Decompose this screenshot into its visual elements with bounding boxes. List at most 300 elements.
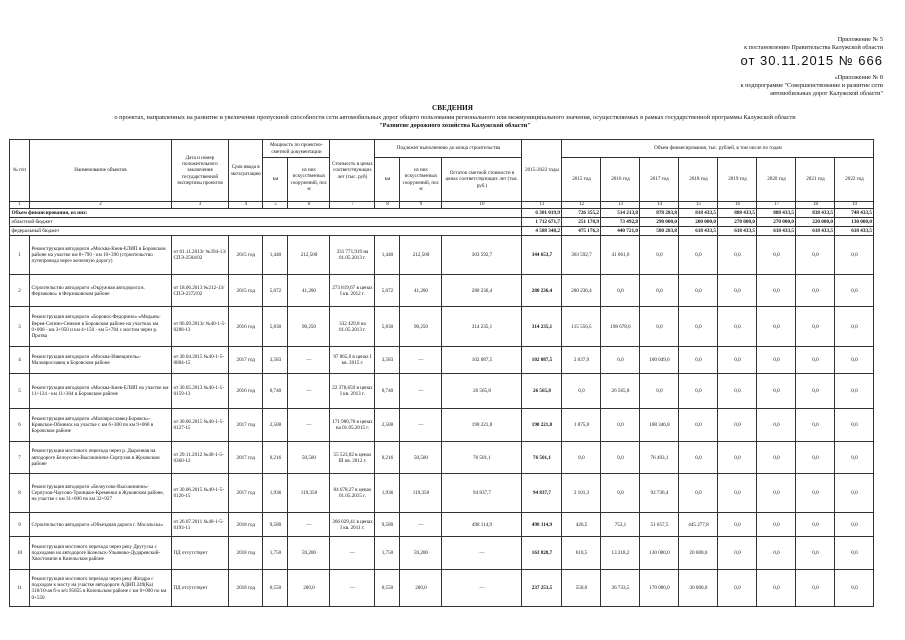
financing-year-value: 0,0 (757, 409, 796, 442)
financing-year-value: 0,0 (640, 374, 679, 409)
financing-year-value: 0,0 (796, 474, 835, 513)
power-km: 0,740 (263, 374, 288, 409)
financing-year-value: 550,0 (562, 570, 601, 607)
financing-total: 76 501,1 (522, 442, 562, 474)
commission-term: 2018 год (229, 537, 263, 570)
expertise-conclusion: ПД отсутствует (172, 537, 229, 570)
hdr-year-4: 2018 год (679, 158, 718, 202)
financing-year-value: 0,0 (679, 409, 718, 442)
doc-title: СВЕДЕНИЯ (432, 104, 473, 112)
appendix-line-3: «Приложение № 8 (834, 74, 883, 81)
row-number: 4 (10, 347, 30, 374)
financing-year-value: 0,0 (718, 374, 757, 409)
column-number: 14 (640, 202, 679, 209)
summary-total: 1 712 671,7 (522, 218, 562, 227)
financing-total: 163 828,7 (522, 537, 562, 570)
financing-year-value: 13 218,2 (601, 537, 640, 570)
expertise-conclusion: ПД отсутствует (172, 570, 229, 607)
financing-year-value: 753,1 (601, 513, 640, 537)
column-number: 9 (400, 202, 442, 209)
financing-year-value: 0,0 (757, 513, 796, 537)
column-number: 18 (796, 202, 835, 209)
remaining-structures: — (400, 409, 442, 442)
summary-year-value: 888 433,5 (757, 209, 796, 218)
financing-year-value: 0,0 (718, 275, 757, 307)
financing-year-value: 2 101,3 (562, 474, 601, 513)
summary-year-value: 220 000,0 (796, 218, 835, 227)
power-structures: — (288, 409, 330, 442)
summary-year-value: 618 433,5 (757, 227, 796, 236)
financing-year-value: 0,0 (757, 442, 796, 474)
power-km: 2,500 (263, 409, 288, 442)
financing-year-value: 0,0 (679, 275, 718, 307)
object-name: Реконструкция мостового перехода через реку Другуска с подходами на автодороге Козельск-Ульяново-Дударевский-Хвостовичи в Козельском районе (30, 537, 172, 570)
hdr-power-art: из них искусственных сооружений, пог. м (288, 158, 330, 202)
financing-year-value: 0,0 (757, 374, 796, 409)
financing-total: 344 653,7 (522, 236, 562, 275)
row-number: 10 (10, 537, 30, 570)
summary-year-value: 618 433,5 (835, 227, 874, 236)
hdr-expertise: Дата и номер положительного заключения государственной экспертизы проектов (172, 140, 229, 202)
power-km: 9,580 (263, 513, 288, 537)
remaining-km: 1,750 (375, 537, 400, 570)
row-number: 11 (10, 570, 30, 607)
commission-term: 2017 год (229, 409, 263, 442)
financing-year-value: 0,0 (835, 347, 874, 374)
remaining-cost: 26 565,8 (442, 374, 522, 409)
table-row (10, 409, 874, 442)
doc-subtitle-1: о проектах, направленных на развитие и увеличение пропускной способности сети автомобильных дорог общего пользования регионального или межмуниципального значения, осуществляемых в рамках государственной программы Калужской области (114, 114, 796, 121)
hdr-financing: Объем финансирования, тыс. рублей, в том числе по годам (562, 140, 874, 158)
remaining-km: 5,830 (375, 307, 400, 347)
financing-year-value: 0,0 (835, 442, 874, 474)
column-number: 8 (375, 202, 400, 209)
commission-term: 2017 год (229, 474, 263, 513)
power-km: 5,830 (263, 307, 288, 347)
summary-total: 6 301 019,9 (522, 209, 562, 218)
remaining-cost: 102 087,5 (442, 347, 522, 374)
summary-year-value: 838 433,5 (796, 209, 835, 218)
financing-year-value: 76 493,1 (640, 442, 679, 474)
hdr-power: Мощность по проектно-сметной документации (263, 140, 330, 158)
commission-term: 2017 год (229, 347, 263, 374)
power-km: 0,550 (263, 570, 288, 607)
power-structures: 119,350 (288, 474, 330, 513)
table-row (10, 474, 874, 513)
appendix-line-5: автомобильных дорог Калужской области" (770, 90, 883, 97)
remaining-structures: — (400, 513, 442, 537)
hdr-done: Подлежит выполнению до конца строительства (375, 140, 522, 158)
expertise-conclusion: от 30.06.2015 №40-1-5-0126-15 (172, 474, 229, 513)
column-number: 19 (835, 202, 874, 209)
table-row (10, 513, 874, 537)
financing-year-value: 2 037,9 (562, 347, 601, 374)
projects-table (9, 139, 874, 607)
power-structures: — (288, 513, 330, 537)
object-name: Реконструкция автодороги «Москва-Киев-ЕЛИП на участке км 11+124 - км 11+304 в Боровском районе (30, 374, 172, 409)
row-number: 8 (10, 474, 30, 513)
financing-year-value: 115 556,5 (562, 307, 601, 347)
summary-year-value: 130 000,0 (835, 218, 874, 227)
financing-year-value: 0,0 (640, 307, 679, 347)
hdr-total: 2015-2022 годы (522, 140, 562, 202)
financing-year-value: 0,0 (757, 275, 796, 307)
estimated-cost: 171 980,78 в ценах на 01.05.2015 г. (330, 409, 375, 442)
financing-year-value: 0,0 (718, 513, 757, 537)
remaining-structures: — (400, 374, 442, 409)
object-name: Реконструкция мостового перехода через р. Дырочная на автодороге Белоусово-Высокиничи-Серпухов в Жуковском районе (30, 442, 172, 474)
summary-year-value: 580 283,8 (640, 227, 679, 236)
summary-label: федеральный бюджет (10, 227, 522, 236)
column-number: 7 (330, 202, 375, 209)
remaining-km: 3,583 (375, 347, 400, 374)
remaining-km: 0,216 (375, 442, 400, 474)
table-row (10, 570, 874, 607)
financing-year-value: 0,0 (718, 537, 757, 570)
column-number: 1 (10, 202, 30, 209)
decree-date: от 30.11.2015 № 666 (740, 53, 883, 68)
remaining-km: 1,440 (375, 236, 400, 275)
hdr-term: Срок ввода в эксплуатацию (229, 140, 263, 202)
financing-year-value: 0,0 (757, 570, 796, 607)
hdr-power-km: км (263, 158, 288, 202)
financing-year-value: 0,0 (601, 442, 640, 474)
financing-year-value: 0,0 (679, 374, 718, 409)
financing-year-value: 0,0 (796, 537, 835, 570)
hdr-num: № п/п (10, 140, 30, 202)
estimated-cost: 331 771,919 на 01.05.2013 г. (330, 236, 375, 275)
financing-year-value: 0,0 (796, 374, 835, 409)
financing-year-value: 1 875,0 (562, 409, 601, 442)
commission-term: 2015 год (229, 236, 263, 275)
financing-year-value: 0,0 (796, 236, 835, 275)
remaining-km: 0,740 (375, 374, 400, 409)
estimated-cost: 84 678,27 в ценах 01.05.2015 г. (330, 474, 375, 513)
financing-year-value: 0,0 (718, 307, 757, 347)
remaining-km: 0,550 (375, 570, 400, 607)
financing-year-value: 0,0 (757, 474, 796, 513)
power-km: 5,072 (263, 275, 288, 307)
financing-year-value: 0,0 (718, 236, 757, 275)
column-number: 4 (229, 202, 263, 209)
financing-year-value: 36 733,5 (601, 570, 640, 607)
summary-label: областной бюджет (10, 218, 522, 227)
financing-year-value: 0,0 (562, 374, 601, 409)
column-number: 10 (442, 202, 522, 209)
financing-year-value: 188 346,8 (640, 409, 679, 442)
summary-year-value: 270 000,0 (757, 218, 796, 227)
estimated-cost: — (330, 537, 375, 570)
row-number: 5 (10, 374, 30, 409)
financing-year-value: 0,0 (757, 307, 796, 347)
hdr-year-5: 2019 год (718, 158, 757, 202)
financing-year-value: 0,0 (757, 347, 796, 374)
estimated-cost: 22 378,659 в ценах I кв. 2013 г. (330, 374, 375, 409)
financing-year-value: 426,5 (562, 513, 601, 537)
financing-year-value: 0,0 (835, 474, 874, 513)
remaining-structures: 200,0 (400, 570, 442, 607)
commission-term: 2018 год (229, 513, 263, 537)
hdr-year-1: 2015 год (562, 158, 601, 202)
estimated-cost: 97 865,0 в ценах I кв. 2015 г. (330, 347, 375, 374)
object-name: Реконструкция автодороги «Боровск-Федорино»-«Медынь-Верея-Сатино-Семкин в Боровском районе на участках км 0+000 - км 3+950 и км 4+150 - км 5+784 с мостом через р. Протва (30, 307, 172, 347)
expertise-conclusion: от 26.07.2011 №40-1-5-0193-11 (172, 513, 229, 537)
expertise-conclusion: от 06.09.2013г №40-1-5-0288-13 (172, 307, 229, 347)
financing-year-value: 8,0 (562, 442, 601, 474)
financing-year-value: 0,0 (601, 347, 640, 374)
object-name: Реконструкция мостового перехода через реку Жиздра с подходом к мосту на участке автодороги АДНП.249(Ка) 318/10-ая б-о в/ч 95855 в Козельском районе с км 0+000 по км 0+550 (30, 570, 172, 607)
financing-year-value: 0,0 (796, 347, 835, 374)
financing-year-value: 0,0 (796, 409, 835, 442)
summary-year-value: 618 433,5 (796, 227, 835, 236)
financing-year-value: 30 000,0 (679, 570, 718, 607)
table-row (10, 442, 874, 474)
remaining-cost: 94 837,7 (442, 474, 522, 513)
financing-year-value: 280 236,4 (562, 275, 601, 307)
summary-year-value: 73 492,8 (601, 218, 640, 227)
financing-total: 237 253,5 (522, 570, 562, 607)
power-structures: 41,200 (288, 275, 330, 307)
row-number: 7 (10, 442, 30, 474)
expertise-conclusion: от 30.04.2015 №40-1-5-0084-15 (172, 347, 229, 374)
commission-term: 2017 год (229, 442, 263, 474)
remaining-cost: 498 114,9 (442, 513, 522, 537)
power-structures: 212,500 (288, 236, 330, 275)
power-km: 1,440 (263, 236, 288, 275)
financing-year-value: 26 565,8 (601, 374, 640, 409)
column-number: 3 (172, 202, 229, 209)
remaining-km: 1,936 (375, 474, 400, 513)
summary-year-value: 298 000,0 (640, 218, 679, 227)
financing-year-value: 198 678,6 (601, 307, 640, 347)
financing-total: 498 114,9 (522, 513, 562, 537)
financing-year-value: 445 277,8 (679, 513, 718, 537)
summary-year-value: 748 433,5 (835, 209, 874, 218)
financing-year-value: 0,0 (757, 236, 796, 275)
expertise-conclusion: от 01.11.2013г №394-13/СПЭ-2504/02 (172, 236, 229, 275)
financing-total: 26 565,8 (522, 374, 562, 409)
remaining-cost: 280 236,4 (442, 275, 522, 307)
remaining-cost: 303 592,7 (442, 236, 522, 275)
financing-year-value: 0,0 (718, 442, 757, 474)
financing-year-value: 0,0 (601, 474, 640, 513)
remaining-structures: 119,350 (400, 474, 442, 513)
column-number: 11 (522, 202, 562, 209)
column-numbers-row (10, 202, 874, 209)
hdr-done-rest: Остаток сметной стоимости в ценах соответствующих лет (тыс. руб.) (442, 158, 522, 202)
financing-year-value: 0,0 (835, 537, 874, 570)
hdr-year-3: 2017 год (640, 158, 679, 202)
financing-year-value: 0,0 (718, 347, 757, 374)
commission-term: 2015 год (229, 275, 263, 307)
row-number: 2 (10, 275, 30, 307)
object-name: Строительство автодороги «Объездная дорога г. Мосальска» (30, 513, 172, 537)
financing-year-value: 0,0 (835, 236, 874, 275)
expertise-conclusion: от 29.11.2012 №40-1-5-0360-12 (172, 442, 229, 474)
column-number: 17 (757, 202, 796, 209)
power-km: 0,216 (263, 442, 288, 474)
remaining-structures: 41,200 (400, 275, 442, 307)
financing-year-value: 0,0 (835, 275, 874, 307)
remaining-cost: 314 235,1 (442, 307, 522, 347)
financing-year-value: 0,0 (679, 236, 718, 275)
power-km: 1,750 (263, 537, 288, 570)
remaining-cost: 76 501,1 (442, 442, 522, 474)
commission-term: 2016 год (229, 307, 263, 347)
expertise-conclusion: от 30.05.2013 №40-1-5-0159-13 (172, 374, 229, 409)
financing-year-value: 303 592,7 (562, 236, 601, 275)
row-number: 6 (10, 409, 30, 442)
doc-subtitle-2: "Развитие дорожного хозяйства Калужской области" (379, 122, 531, 129)
row-number: 9 (10, 513, 30, 537)
summary-year-value: 878 283,8 (640, 209, 679, 218)
estimated-cost: 332 429,8 на 01.05.2013 г. (330, 307, 375, 347)
remaining-cost: — (442, 537, 522, 570)
hdr-year-7: 2021 год (796, 158, 835, 202)
table-row (10, 275, 874, 307)
financing-year-value: 0,0 (835, 570, 874, 607)
row-number: 3 (10, 307, 30, 347)
remaining-km: 5,072 (375, 275, 400, 307)
estimated-cost: 55 523,82 в ценах III кв. 2012 г. (330, 442, 375, 474)
column-number: 6 (288, 202, 330, 209)
object-name: Строительство автодороги «Окружная автодорога в. Ферзиково» в Ферзиковском районе (30, 275, 172, 307)
financing-year-value: 0,0 (679, 347, 718, 374)
summary-year-value: 270 000,0 (718, 218, 757, 227)
summary-year-value: 440 721,0 (601, 227, 640, 236)
financing-year-value: 130 000,0 (640, 537, 679, 570)
power-km: 3,583 (263, 347, 288, 374)
power-structures: 50,500 (288, 442, 330, 474)
object-name: Реконструкция автодороги «Москва-Киев-ЕЛИП в Боровском районе на участке км 8+790 - км 10+390 (строительство путепровода через железную дорогу) (30, 236, 172, 275)
hdr-done-art: из них искусственных сооружений, пог. м (400, 158, 442, 202)
commission-term: 2018 год (229, 570, 263, 607)
estimated-cost: 273 819,67 в ценах I кв. 2012 г. (330, 275, 375, 307)
financing-year-value: 0,0 (757, 537, 796, 570)
summary-year-value: 618 433,5 (718, 227, 757, 236)
financing-year-value: 0,0 (601, 275, 640, 307)
column-number: 13 (601, 202, 640, 209)
financing-year-value: 0,0 (640, 236, 679, 275)
row-number: 1 (10, 236, 30, 275)
power-structures: — (288, 374, 330, 409)
summary-label: Объем финансирования, из них: (10, 209, 522, 218)
financing-year-value: 0,0 (796, 275, 835, 307)
summary-row (10, 209, 874, 218)
remaining-cost: 190 221,8 (442, 409, 522, 442)
hdr-year-6: 2020 год (757, 158, 796, 202)
appendix-line-4: к подпрограмме "Совершенствование и развитие сети (740, 82, 883, 89)
financing-year-value: 0,0 (679, 474, 718, 513)
remaining-structures: 90,250 (400, 307, 442, 347)
financing-year-value: 100 049,6 (640, 347, 679, 374)
financing-year-value: 51 657,5 (640, 513, 679, 537)
appendix-line-2: к постановлению Правительства Калужской области (744, 44, 883, 51)
hdr-year-2: 2016 год (601, 158, 640, 202)
table-row (10, 307, 874, 347)
object-name: Реконструкция автодороги «Белоусово-Высокиничи»-Серпухов-Чаусово-Троицкое-Кременки в Жуковском районе, на участке с км 31+000 по км 32+927 (30, 474, 172, 513)
hdr-name: Наименование объектов (30, 140, 172, 202)
power-structures: 59,200 (288, 537, 330, 570)
remaining-structures: 50,500 (400, 442, 442, 474)
remaining-km: 2,500 (375, 409, 400, 442)
column-number: 5 (263, 202, 288, 209)
financing-total: 190 221,8 (522, 409, 562, 442)
summary-total: 4 588 348,2 (522, 227, 562, 236)
financing-year-value: 610,5 (562, 537, 601, 570)
summary-year-value: 200 000,0 (679, 218, 718, 227)
financing-year-value: 0,0 (718, 474, 757, 513)
financing-year-value: 0,0 (796, 570, 835, 607)
financing-year-value: 0,0 (796, 442, 835, 474)
column-number: 16 (718, 202, 757, 209)
estimated-cost: 366 029,41 в ценах I кв. 2011 г. (330, 513, 375, 537)
column-number: 12 (562, 202, 601, 209)
financing-year-value: 0,0 (835, 307, 874, 347)
financing-year-value: 92 736,4 (640, 474, 679, 513)
summary-year-value: 818 433,5 (679, 209, 718, 218)
object-name: Реконструкция автодороги «Москва-Извещатель»-Малоярославец в Боровском районе (30, 347, 172, 374)
remaining-km: 9,580 (375, 513, 400, 537)
table-row (10, 374, 874, 409)
financing-total: 102 087,5 (522, 347, 562, 374)
summary-row (10, 218, 874, 227)
remaining-cost: — (442, 570, 522, 607)
power-structures: 90,250 (288, 307, 330, 347)
financing-year-value: 0,0 (796, 307, 835, 347)
summary-year-value: 514 213,8 (601, 209, 640, 218)
financing-year-value: 0,0 (835, 374, 874, 409)
summary-year-value: 251 178,9 (562, 218, 601, 227)
remaining-structures: 212,500 (400, 236, 442, 275)
commission-term: 2016 год (229, 374, 263, 409)
remaining-structures: 59,200 (400, 537, 442, 570)
financing-year-value: 0,0 (679, 442, 718, 474)
table-row (10, 537, 874, 570)
power-structures: 200,0 (288, 570, 330, 607)
financing-year-value: 0,0 (679, 307, 718, 347)
table-row (10, 347, 874, 374)
financing-year-value: 0,0 (718, 570, 757, 607)
power-km: 1,936 (263, 474, 288, 513)
table-row (10, 236, 874, 275)
summary-year-value: 618 433,5 (679, 227, 718, 236)
hdr-cost: Стоимость в ценах соответствующих лет (тыс. руб) (330, 140, 375, 202)
expertise-conclusion: от 18.06.2013 №212-13/СПЭ-2372/02 (172, 275, 229, 307)
financing-year-value: 170 000,0 (640, 570, 679, 607)
financing-total: 94 837,7 (522, 474, 562, 513)
financing-total: 280 236,4 (522, 275, 562, 307)
expertise-conclusion: от 30.06.2015 №40-1-5-0127-15 (172, 409, 229, 442)
object-name: Реконструкция автодороги «Малоярославец-Боровск»-Кривское-Обнинск на участке с км 6+300 по км 9+060 в Боровском районе (30, 409, 172, 442)
power-structures: — (288, 347, 330, 374)
summary-row (10, 227, 874, 236)
hdr-done-km: км (375, 158, 400, 202)
financing-year-value: 20 000,0 (679, 537, 718, 570)
summary-year-value: 888 433,5 (718, 209, 757, 218)
summary-year-value: 475 176,3 (562, 227, 601, 236)
column-number: 15 (679, 202, 718, 209)
hdr-year-8: 2022 год (835, 158, 874, 202)
appendix-line-1: Приложение № 5 (837, 36, 883, 43)
financing-total: 314 235,1 (522, 307, 562, 347)
financing-year-value: 0,0 (601, 409, 640, 442)
column-number: 2 (30, 202, 172, 209)
financing-year-value: 41 061,0 (601, 236, 640, 275)
financing-year-value: 0,0 (718, 409, 757, 442)
summary-year-value: 726 355,2 (562, 209, 601, 218)
financing-year-value: 0,0 (796, 513, 835, 537)
